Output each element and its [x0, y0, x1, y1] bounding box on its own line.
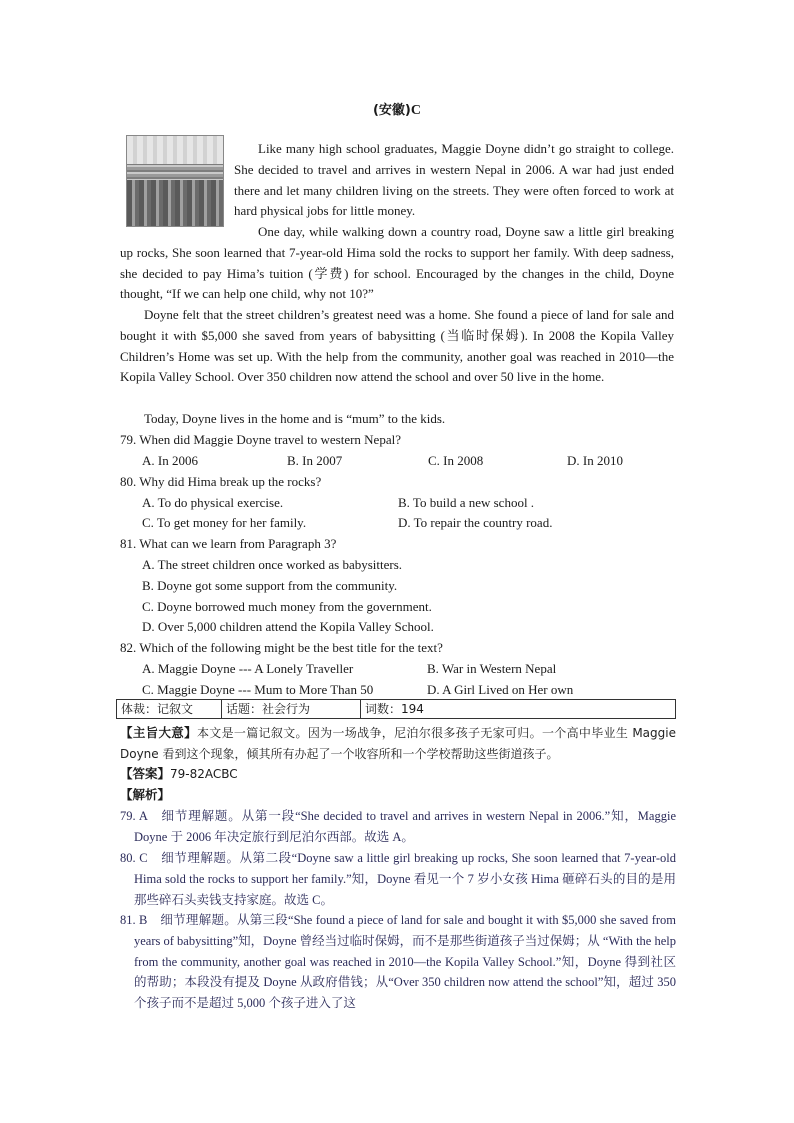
question-80-stem: 80. Why did Hima break up the rocks?	[120, 474, 322, 489]
answer-text: 79-82ACBC	[170, 767, 238, 781]
question-80-option-a[interactable]: A. To do physical exercise.	[142, 495, 284, 510]
passage-paragraph-1: Like many high school graduates, Maggie Doyne didn’t go straight to college. She decided to travel and arrives in western Nepal in 2006. A war had just ended there and let many children living on the streets. They were often forced to work at hard physical jobs for little money.	[234, 141, 674, 219]
question-81-stem: 81. What can we learn from Paragraph 3?	[120, 536, 337, 551]
passage-paragraph-4: Today, Doyne lives in the home and is “mum” to the kids.	[144, 411, 446, 426]
question-79-stem: 79. When did Maggie Doyne travel to western Nepal?	[120, 432, 401, 447]
passage-paragraph-2: One day, while walking down a country road, Doyne saw a little girl breaking up rocks, She soon learned that 7-year-old Hima sold the rocks to support her family. With deep sadness, she decided to pay Hima’s tuition (学费) for school. Encouraged by the changes in the child, Doyne thought, “If we can help one child, why not 10?”	[120, 224, 674, 302]
analysis-label: 【解析】	[120, 787, 171, 802]
question-80-option-c[interactable]: C. To get money for her family.	[142, 515, 307, 530]
question-79-option-b[interactable]: B. In 2007	[287, 453, 343, 468]
question-82-option-d[interactable]: D. A Girl Lived on Her own	[427, 682, 574, 697]
answer-line	[120, 764, 238, 784]
topic-cell: 话题：社会行为	[222, 700, 361, 719]
question-82-option-c[interactable]: C. Maggie Doyne --- Mum to More Than 50	[142, 682, 374, 697]
question-82-option-a[interactable]: A. Maggie Doyne --- A Lonely Traveller	[142, 661, 354, 676]
region-label: (安徽)	[372, 103, 411, 118]
section-letter: C	[410, 103, 421, 118]
question-80-option-d[interactable]: D. To repair the country road.	[398, 515, 553, 530]
question-82-option-b[interactable]: B. War in Western Nepal	[427, 661, 557, 676]
word-count-cell: 词数：194	[361, 700, 676, 719]
passage-paragraph-3: Doyne felt that the street children’s greatest need was a home. She found a piece of land for sale and bought it with $5,000 she saved from years of babysitting (当临时保姆). In 2008 the Kopila Valley Children’s Home was set up. With the help from the community, another goal was reached in 2010—the Kopila Valley School. Over 350 children now attend the school and over 50 live in the home.	[120, 307, 674, 385]
text-info-table	[116, 699, 676, 719]
question-80-option-b[interactable]: B. To build a new school .	[398, 495, 535, 510]
analysis-80: 80. C 细节理解题。从第二段“Doyne saw a little girl breaking up rocks, She soon learned that 7-year-old Hima sold the rocks to support her family.”知，Doyne 看见一个 7 岁小女孩 Hima 砸碎石头的目的是用那些碎石头卖钱支持家庭。故选 C。	[120, 851, 676, 907]
question-79-option-a[interactable]: A. In 2006	[142, 453, 198, 468]
answer-label: 【答案】	[120, 766, 171, 781]
question-79-option-c[interactable]: C. In 2008	[428, 453, 484, 468]
info-row	[117, 700, 676, 719]
question-79-option-d[interactable]: D. In 2010	[567, 453, 623, 468]
section-heading	[0, 99, 794, 119]
news-photo	[126, 135, 224, 227]
summary-paragraph	[120, 722, 676, 765]
question-81-option-b[interactable]: B. Doyne got some support from the community.	[142, 578, 398, 593]
genre-cell: 体裁：记叙文	[117, 700, 222, 719]
question-81-option-a[interactable]: A. The street children once worked as babysitters.	[142, 557, 403, 572]
question-81-option-c[interactable]: C. Doyne borrowed much money from the government.	[142, 599, 432, 614]
summary-text: 本文是一篇记叙文。因为一场战争，尼泊尔很多孩子无家可归。一个高中毕业生 Maggie Doyne 看到这个现象，倾其所有办起了一个收容所和一个学校帮助这些街道孩子。	[120, 726, 676, 761]
analysis-79: 79. A 细节理解题。从第一段“She decided to travel and arrives in western Nepal in 2006.”知，Maggie Doyne 于 2006 年决定旅行到尼泊尔西部。故选 A。	[120, 809, 676, 844]
summary-label: 【主旨大意】	[120, 725, 197, 740]
question-81-option-d[interactable]: D. Over 5,000 children attend the Kopila Valley School.	[142, 619, 434, 634]
analysis-81: 81. B 细节理解题。从第三段“She found a piece of land for sale and bought it with $5,000 she saved from years of babysitting”知，Doyne 曾经当过临时保姆，而不是那些街道孩子当过保姆；从 “With the help from the community, another goal was reached in 2010—the Kopila Valley School.”知，Doyne 得到社区的帮助；本段没有提及 Doyne 从政府借钱；从“Over 350 children now attend the school”知，超过 350 个孩子而不是超过 5,000 个孩子进入了这	[120, 913, 676, 1011]
question-82-stem: 82. Which of the following might be the best title for the text?	[120, 640, 443, 655]
